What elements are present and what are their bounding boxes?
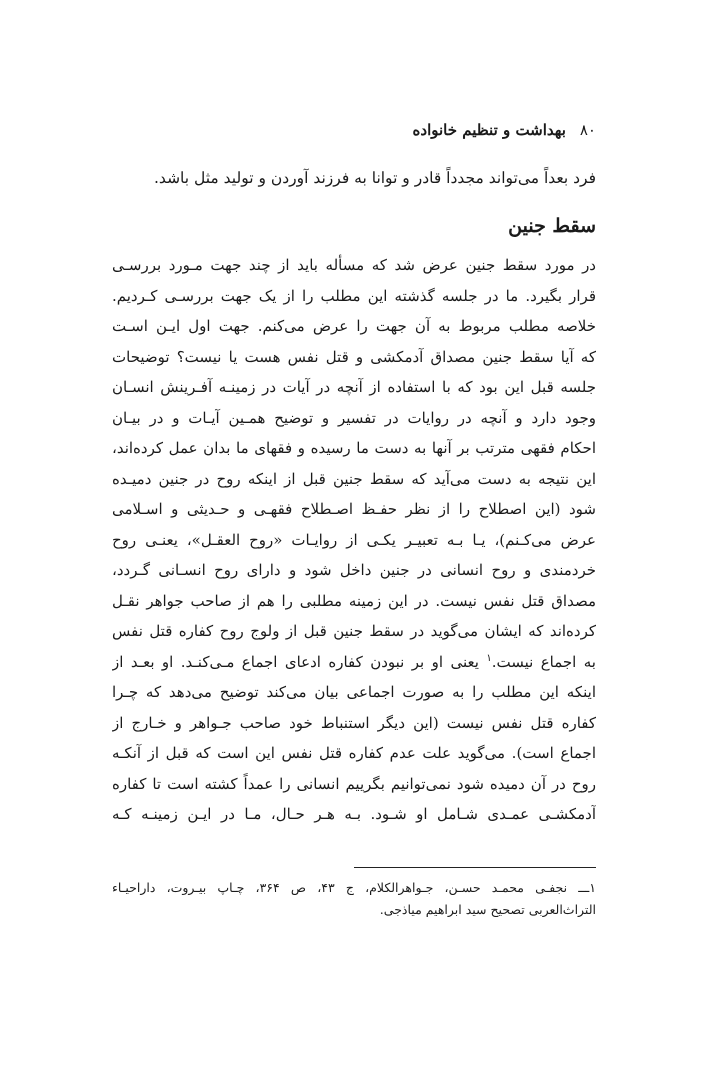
footnote-line: التراث‌العربی تصحیح سید ابراهیم میاذجی. [379, 902, 596, 917]
running-header [112, 117, 596, 143]
body-line-with-footnote [112, 647, 596, 678]
section-body [112, 250, 596, 830]
body-line: این نتیجه به دست می‌آید که سقط جنین قبل از اینکه روح در جنین دمیـده [112, 469, 596, 488]
body-line: جلسه قبل این بود که با استفاده از آنچه در آیات در زمینـه آفـرینش انسـان [112, 378, 596, 396]
body-line: آدمکشـی عمـدی شـامل او شـود. بـه هـر حـال، مـا در ایـن زمینـه کـه [112, 805, 596, 823]
body-line: روح در آن دمیده شود نمی‌توانیم بگرییم انسانی را عمداً کشته است تا کفاره [112, 774, 596, 793]
footnote [112, 877, 596, 921]
footnote-line: ۱ـــ نجفـی محمـد حسـن، جـواهرالکلام، ج ۴۳، ص ۳۶۴، چـاپ بیـروت، داراحیـاء [112, 880, 596, 895]
body-line: کرده‌اند که ایشان می‌گوید در سقط جنین قبل از ولوج روح کفاره قتل نفس [112, 622, 596, 640]
section-heading: سقط جنین [508, 215, 596, 237]
continuation-paragraph: فرد بعداً می‌تواند مجدداً قادر و توانا به فرزند آوردن و تولید مثل باشد. [154, 169, 596, 187]
body-line: کفاره قتل نفس نیست (این دیگر استنباط خود صاحب جـواهر و خـارج از [112, 713, 596, 732]
footnote-divider [354, 867, 596, 868]
body-line: خردمندی و روح انسانی در جنین داخل شود و دارای روح انسـانی گـردد، [112, 561, 596, 579]
body-line: در مورد سقط جنین عرض شد که مسأله باید از چند جهت مـورد بررسـی [112, 256, 596, 274]
footnote-reference[interactable]: ۱ [486, 652, 492, 664]
body-line: عرض می‌کـنم)، یـا بـه تعبیـر یکـی از روایـات «روح العقـل»، یعنـی روح [112, 530, 596, 549]
body-line-start: به اجماع نیست. [491, 652, 596, 671]
body-line: احکام فقهی مترتب بر آنها به دست ما رسیده و فقهای ما بدان عمل کرده‌اند، [112, 439, 596, 457]
body-line: خلاصه مطلب مربوط به آن جهت را عرض می‌کنم. جهت اول ایـن اسـت [112, 317, 596, 335]
body-line: وجود دارد و آنچه در روایات در تفسیر و توضیح همـین آیـات و در بیـان [112, 408, 596, 427]
body-line: شود (این اصطلاح را از نظر حفـظ اصـطلاح فقهـی و حـدیثی و اسـلامی [112, 500, 596, 518]
page-number: ۸۰ [579, 121, 596, 139]
body-line: اینکه این مطلب را به صورت اجماعی بیان می‌کند توضیح می‌دهد که چـرا [112, 683, 596, 701]
book-title: بهداشت و تنظیم خانواده [412, 121, 566, 139]
body-line: که آیا سقط جنین مصداق آدمکشی و قتل نفس هست یا نیست؟ توضیحات [112, 347, 596, 366]
body-line: مصداق قتل نفس نیست. در این زمینه مطلبی را هم از صاحب جواهر نقـل [112, 591, 596, 610]
body-line-end: یعنی او بر نبودن کفاره ادعای اجماع مـی‌کنـد. او بعـد از [112, 652, 479, 671]
body-line: اجماع است). می‌گوید علت عدم کفاره قتل نفس این است که قبل از آنکـه [112, 744, 596, 762]
body-line: قرار بگیرد. ما در جلسه گذشته این مطلب را از یک جهت بررسـی کـردیم. [112, 286, 596, 305]
